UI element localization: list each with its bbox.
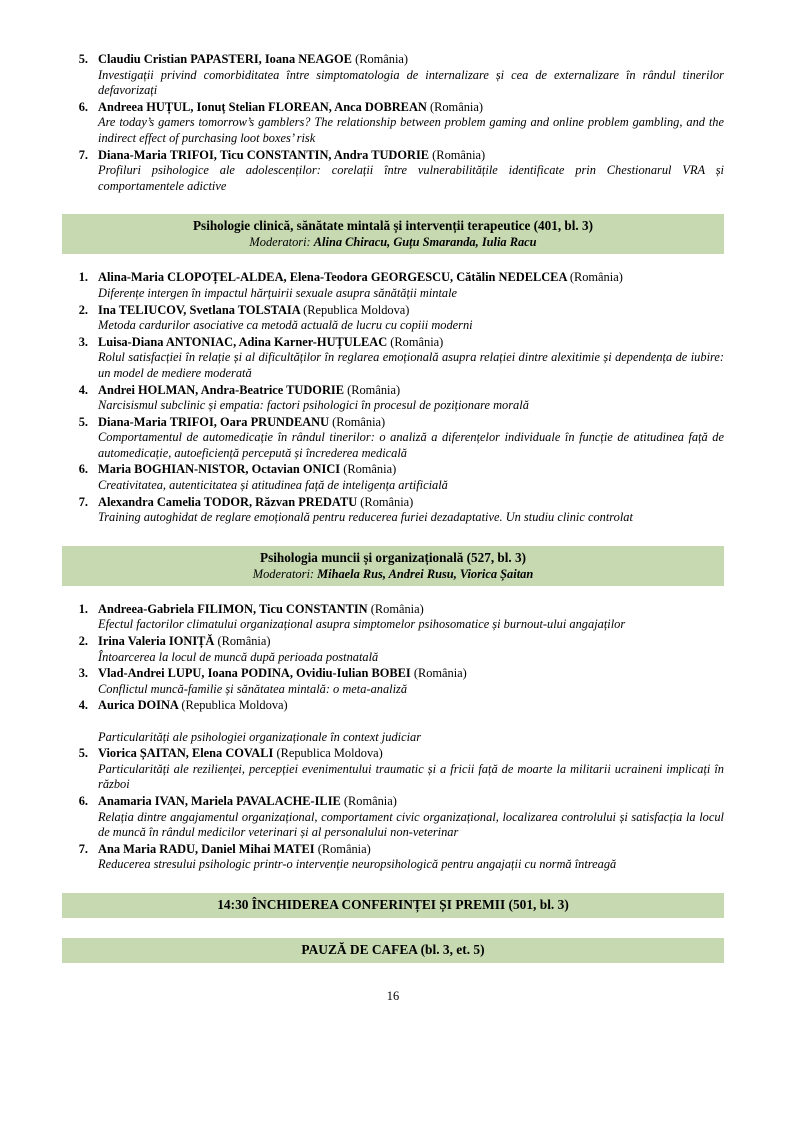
authors-names: Viorica ȘAITAN, Elena COVALI xyxy=(98,746,274,761)
authors-names: Diana-Maria TRIFOI, Oara PRUNDEANU xyxy=(98,414,330,429)
list-item-title: Particularități ale psihologiei organizaționale în context judiciar xyxy=(98,729,422,744)
section-room: (401, bl. 3) xyxy=(533,218,593,234)
authors-names: Vlad-Andrei LUPU, Ioana PODINA, Ovidiu-Iulian BOBEI xyxy=(98,666,411,681)
list-item xyxy=(62,303,724,334)
list-item xyxy=(62,666,724,697)
coffee-title: PAUZĂ DE CAFEA xyxy=(301,941,418,957)
list-item-authors xyxy=(98,842,724,858)
list-item-number: 6. xyxy=(78,462,88,477)
authors-names: Claudiu Cristian PAPASTERI, Ioana NEAGOE xyxy=(98,52,352,66)
list-item-authors xyxy=(98,415,724,431)
list-item-title: Comportamentul de automedicație în rândul tinerilor: o analiză a diferențelor individuale în funcție de atitudinea față de automedicație, autoeficiență percepută și încrederea medicală xyxy=(98,430,724,460)
authors-country: (România) xyxy=(432,147,486,162)
closing-title: 14:30 ÎNCHIDEREA CONFERINȚEI ȘI PREMII xyxy=(217,896,506,912)
list-item-title: Are today’s gamers tomorrow’s gamblers? The relationship between problem gaming and online problem gambling, and the indirect effect of purchasing loot boxes’ risk xyxy=(98,115,724,145)
section-moderators xyxy=(68,566,718,582)
coffee-room: (bl. 3, et. 5) xyxy=(420,941,485,957)
list-item-number: 5. xyxy=(78,414,88,429)
moderators-label: Moderatori: xyxy=(249,235,311,250)
section-title-text: Psihologie clinică, sănătate mintală și intervenții terapeutice xyxy=(193,218,531,234)
list-item-title: Efectul factorilor climatului organizațional asupra simptomelor psihosomatice și burnout-ului angajaților xyxy=(98,617,626,632)
closing-text xyxy=(68,896,718,914)
authors-country: (România) xyxy=(413,666,467,681)
list-item xyxy=(62,148,724,195)
section-title xyxy=(68,217,718,234)
section-room: (527, bl. 3) xyxy=(466,549,526,565)
list-item-number: 3. xyxy=(78,334,88,349)
list-item-title: Creativitatea, autenticitatea și atitudinea față de inteligența artificială xyxy=(98,478,448,493)
authors-country: (România) xyxy=(332,414,386,429)
section-title xyxy=(68,549,718,566)
page-number: 16 xyxy=(386,988,400,1003)
list-item-authors xyxy=(98,270,724,286)
closing-band-wrap xyxy=(62,893,724,918)
list-item-number: 5. xyxy=(78,52,88,66)
authors-country: (România) xyxy=(343,793,397,808)
coffee-band xyxy=(62,938,724,963)
list-item-title: Relația dintre angajamentul organizațional, comportament civic organizațional, localizarea controlului și satisfacția la locul de muncă în rândul medicilor veterinari și al personalului non-veterinar xyxy=(98,809,724,840)
authors-names: Irina Valeria IONIȚĂ xyxy=(98,634,215,649)
list-item-title: Training autoghidat de reglare emoțională pentru reducerea furiei dezadaptative. Un studiu clinic controlat xyxy=(98,510,633,525)
authors-country: (România) xyxy=(347,382,401,397)
list-item xyxy=(62,794,724,841)
session-list-continued xyxy=(62,52,724,194)
list-item-number: 6. xyxy=(78,793,88,808)
authors-names: Luisa-Diana ANTONIAC, Adina Karner-HUȚULEAC xyxy=(98,334,388,349)
closing-room: (501, bl. 3) xyxy=(508,896,569,912)
list-item-number: 1. xyxy=(78,270,88,285)
list-item xyxy=(62,698,724,745)
list-item-number: 7. xyxy=(78,841,88,856)
coffee-band-wrap xyxy=(62,938,724,963)
list-item-title: Investigații privind comorbiditatea între simptomatologia de internalizare și cea de externalizare în rândul tinerilor defavorizați xyxy=(98,67,724,98)
coffee-text xyxy=(68,941,718,959)
moderators-names: Mihaela Rus, Andrei Rusu, Viorica Șaitan xyxy=(317,566,534,581)
list-item-authors xyxy=(98,335,724,351)
authors-country: (România) xyxy=(217,634,271,649)
list-item-authors xyxy=(98,698,724,714)
authors-country: (România) xyxy=(343,462,397,477)
list-item-authors xyxy=(98,52,724,68)
list-item-authors xyxy=(98,794,724,810)
authors-names: Anamaria IVAN, Mariela PAVALACHE-ILIE xyxy=(98,793,341,808)
list-item xyxy=(62,415,724,462)
list-item-title: Particularități ale rezilienței, percepției evenimentului traumatic și a fricii față de moarte la militarii ucraineni implicați în război xyxy=(98,761,724,792)
list-item-authors xyxy=(98,746,724,762)
section-band xyxy=(62,546,724,586)
list-item-number: 4. xyxy=(78,698,88,713)
authors-country: (Republica Moldova) xyxy=(276,746,383,761)
spacer xyxy=(98,714,724,730)
list-item xyxy=(62,495,724,526)
list-item-authors xyxy=(98,666,724,682)
list-item-number: 7. xyxy=(78,147,88,162)
authors-country: (Republica Moldova) xyxy=(181,698,288,713)
authors-country: (România) xyxy=(355,52,409,66)
list-item xyxy=(62,634,724,665)
authors-names: Aurica DOINA xyxy=(98,698,179,713)
authors-names: Alexandra Camelia TODOR, Răzvan PREDATU xyxy=(98,494,358,509)
authors-names: Andreea HUȚUL, Ionuț Stelian FLOREAN, Anca DOBREAN xyxy=(98,99,427,114)
list-item xyxy=(62,462,724,493)
list-item xyxy=(62,746,724,793)
authors-names: Ina TELIUCOV, Svetlana TOLSTAIA xyxy=(98,302,300,317)
list-item-title: Rolul satisfacției în relație și al dificultăților în reglarea emoțională asupra relației dintre alexitimie și dependența de iubire: un model de mediere moderată xyxy=(98,350,724,380)
session-list-clinical xyxy=(62,270,724,526)
list-item-title: Întoarcerea la locul de muncă după perioada postnatală xyxy=(98,649,379,664)
list-item-title: Narcisismul subclinic și empatia: factori psihologici în procesul de poziționare morală xyxy=(98,398,529,413)
list-item-number: 7. xyxy=(78,494,88,509)
list-item xyxy=(62,270,724,301)
section-title-text: Psihologia muncii și organizațională xyxy=(260,549,464,565)
authors-country: (România) xyxy=(429,99,483,114)
list-item xyxy=(62,52,724,99)
list-item xyxy=(62,602,724,633)
closing-band xyxy=(62,893,724,918)
list-item xyxy=(62,383,724,414)
list-item-number: 4. xyxy=(78,382,88,397)
list-item-authors xyxy=(98,602,724,618)
moderators-names: Alina Chiracu, Guțu Smaranda, Iulia Racu xyxy=(313,235,537,250)
authors-country: (România) xyxy=(569,270,623,285)
authors-names: Ana Maria RADU, Daniel Mihai MATEI xyxy=(98,841,315,856)
authors-country: (România) xyxy=(317,841,371,856)
list-item-number: 3. xyxy=(78,666,88,681)
list-item xyxy=(62,100,724,147)
list-item-authors xyxy=(98,634,724,650)
section-moderators xyxy=(68,234,718,250)
list-item-authors xyxy=(98,495,724,511)
list-item-number: 5. xyxy=(78,746,88,761)
authors-country: (România) xyxy=(360,494,414,509)
list-item-number: 1. xyxy=(78,601,88,616)
section-band xyxy=(62,214,724,254)
authors-country: (România) xyxy=(370,601,424,616)
list-item-authors xyxy=(98,100,724,116)
list-item-title: Diferențe intergen în impactul hărțuirii sexuale asupra sănătății mintale xyxy=(98,285,458,300)
list-item xyxy=(62,842,724,873)
list-item-number: 6. xyxy=(78,99,88,114)
list-item-title: Metoda cardurilor asociative ca metodă actuală de lucru cu copiii moderni xyxy=(98,318,473,333)
list-item xyxy=(62,335,724,382)
list-item-title: Reducerea stresului psihologic printr-o intervenție neuropsihologică pentru angajații cu normă întreagă xyxy=(98,857,617,872)
list-item-title: Conflictul muncă-familie și sănătatea mintală: o meta-analiză xyxy=(98,681,408,696)
list-item-number: 2. xyxy=(78,302,88,317)
authors-country: (România) xyxy=(390,334,444,349)
list-item-authors xyxy=(98,148,724,164)
authors-names: Alina-Maria CLOPOȚEL-ALDEA, Elena-Teodora GEORGESCU, Cătălin NEDELCEA xyxy=(98,270,567,285)
list-item-authors xyxy=(98,462,724,478)
session-list-work-org xyxy=(62,602,724,873)
list-item-title: Profiluri psihologice ale adolescenților: corelații între vulnerabilitățile identificate prin Chestionarul VRA și comportamentele adictive xyxy=(98,163,724,193)
authors-names: Diana-Maria TRIFOI, Ticu CONSTANTIN, Andra TUDORIE xyxy=(98,147,430,162)
authors-country: (Republica Moldova) xyxy=(303,302,410,317)
authors-names: Maria BOGHIAN-NISTOR, Octavian ONICI xyxy=(98,462,341,477)
authors-names: Andreea-Gabriela FILIMON, Ticu CONSTANTIN xyxy=(98,601,368,616)
list-item-number: 2. xyxy=(78,634,88,649)
list-item-authors xyxy=(98,303,724,319)
section-header-work-org xyxy=(62,546,724,586)
list-item-authors xyxy=(98,383,724,399)
section-header-clinical xyxy=(62,214,724,254)
authors-names: Andrei HOLMAN, Andra-Beatrice TUDORIE xyxy=(98,382,344,397)
moderators-label: Moderatori: xyxy=(252,566,315,581)
